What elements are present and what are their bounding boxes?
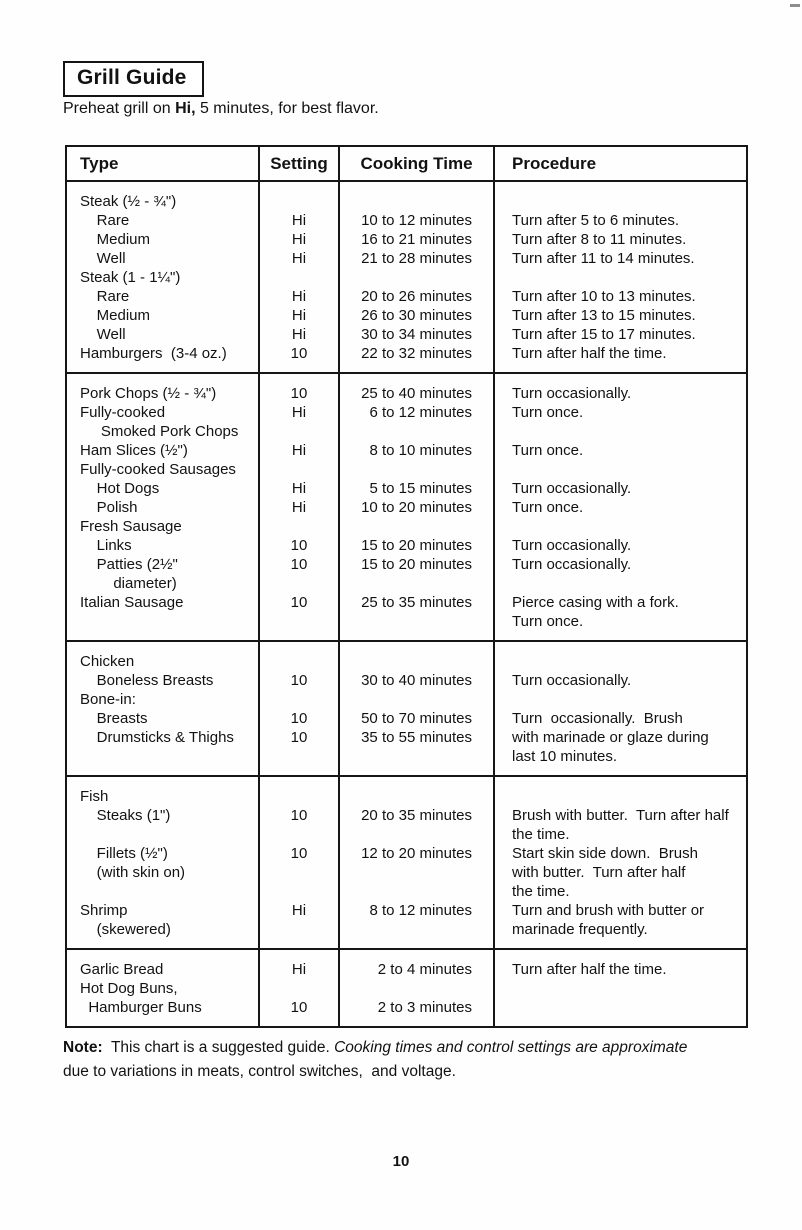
table-row <box>67 709 746 728</box>
cell-time: 12 to 20 minutes <box>361 845 472 862</box>
footnote-text: This chart is a suggested guide. <box>102 1039 335 1056</box>
cell-type: Pork Chops (½ - ¾") <box>80 385 217 402</box>
cell-setting <box>259 652 339 671</box>
table-row <box>67 479 746 498</box>
cell-time: 21 to 28 minutes <box>361 250 472 267</box>
cell-setting: Hi <box>291 307 307 324</box>
table-row <box>67 690 746 709</box>
cell-procedure: Turn once. <box>512 499 584 516</box>
table-row <box>67 441 746 460</box>
cell-procedure: Turn after 11 to 14 minutes. <box>512 250 695 267</box>
cell-time <box>339 920 494 939</box>
table-row <box>67 306 746 325</box>
cell-type: Fully-cooked <box>80 404 166 421</box>
cell-setting <box>259 268 339 287</box>
cell-time: 5 to 15 minutes <box>369 480 472 497</box>
cell-procedure <box>494 517 746 536</box>
cell-time: 25 to 35 minutes <box>361 594 472 611</box>
cell-procedure: Turn once. <box>512 613 584 630</box>
cell-time: 30 to 40 minutes <box>361 672 472 689</box>
table-row <box>67 844 746 863</box>
cell-time: 20 to 35 minutes <box>361 807 472 824</box>
cell-time: 8 to 12 minutes <box>369 902 472 919</box>
cell-time: 26 to 30 minutes <box>361 307 472 324</box>
cell-setting: 10 <box>290 345 308 362</box>
cell-time: 16 to 21 minutes <box>361 231 472 248</box>
cell-type: Hamburgers (3-4 oz.) <box>80 345 227 362</box>
table-row <box>67 882 746 901</box>
table-row <box>67 192 746 211</box>
table-row <box>67 403 746 422</box>
cell-procedure: marinade frequently. <box>512 921 648 938</box>
cell-time: 35 to 55 minutes <box>361 729 472 746</box>
preheat-instruction <box>63 100 379 118</box>
cell-type: Hamburger Buns <box>80 999 202 1016</box>
cell-time: 15 to 20 minutes <box>361 556 472 573</box>
cell-setting: Hi <box>291 499 307 516</box>
cell-time <box>339 882 494 901</box>
table-row <box>67 593 746 612</box>
cell-setting: Hi <box>291 902 307 919</box>
cell-procedure: Brush with butter. Turn after half <box>512 807 729 824</box>
cell-type: Fillets (½") <box>80 845 168 862</box>
table-header-row <box>67 147 746 182</box>
cell-setting <box>259 882 339 901</box>
cell-setting: Hi <box>291 326 307 343</box>
cell-procedure: Turn occasionally. <box>512 385 632 402</box>
cell-time: 10 to 20 minutes <box>361 499 472 516</box>
cell-type: Drumsticks & Thighs <box>80 729 234 746</box>
column-divider <box>338 147 340 1026</box>
cell-time: 8 to 10 minutes <box>369 442 472 459</box>
cell-setting: 10 <box>290 999 308 1016</box>
cell-type: Links <box>80 537 132 554</box>
cell-time: 15 to 20 minutes <box>361 537 472 554</box>
cell-setting: Hi <box>291 442 307 459</box>
cell-setting: Hi <box>291 212 307 229</box>
cell-procedure: last 10 minutes. <box>512 748 618 765</box>
cell-type: Bone-in: <box>80 691 136 708</box>
table-row <box>67 287 746 306</box>
cell-type <box>67 825 259 844</box>
cell-time: 2 to 3 minutes <box>377 999 472 1016</box>
cell-procedure <box>494 422 746 441</box>
cell-type: Smoked Pork Chops <box>80 423 239 440</box>
cell-time <box>339 422 494 441</box>
cell-type: Well <box>80 326 126 343</box>
grill-guide-table <box>65 145 748 1028</box>
cell-type: Steaks (1") <box>80 807 171 824</box>
cell-procedure <box>494 460 746 479</box>
cell-procedure <box>494 574 746 593</box>
cell-type: Boneless Breasts <box>80 672 214 689</box>
table-row <box>67 536 746 555</box>
cell-setting <box>259 422 339 441</box>
table-row <box>67 384 746 403</box>
cell-procedure <box>494 268 746 287</box>
column-divider <box>493 147 495 1026</box>
column-header-cooking-time: Cooking Time <box>360 154 473 173</box>
cell-type <box>67 612 259 631</box>
table-section-0 <box>67 182 746 372</box>
cell-procedure: the time. <box>512 883 570 900</box>
table-row <box>67 422 746 441</box>
cell-type <box>67 747 259 766</box>
table-row <box>67 574 746 593</box>
page-number: 10 <box>392 1153 410 1170</box>
cell-type: Fully-cooked Sausages <box>80 461 236 478</box>
cell-setting: Hi <box>291 480 307 497</box>
cell-type: (with skin on) <box>80 864 186 881</box>
cell-type: Rare <box>80 212 130 229</box>
table-row <box>67 960 746 979</box>
table-row <box>67 806 746 825</box>
cell-time: 2 to 4 minutes <box>377 961 472 978</box>
cell-type: Fish <box>80 788 109 805</box>
column-divider <box>258 147 260 1026</box>
cell-time <box>339 979 494 998</box>
cell-procedure: Turn occasionally. <box>512 556 632 573</box>
table-row <box>67 230 746 249</box>
section-title-box <box>63 61 204 97</box>
table-row <box>67 211 746 230</box>
cell-type: Hot Dog Buns, <box>80 980 178 997</box>
cell-setting: 10 <box>290 807 308 824</box>
cell-setting: 10 <box>290 537 308 554</box>
table-row <box>67 517 746 536</box>
cell-type: Well <box>80 250 126 267</box>
cell-type: Rare <box>80 288 130 305</box>
cell-procedure: Pierce casing with a fork. <box>512 594 679 611</box>
cell-procedure: Turn after 8 to 11 minutes. <box>512 231 687 248</box>
intro-bold-setting: Hi, <box>175 100 196 117</box>
cell-type <box>67 882 259 901</box>
table-row <box>67 325 746 344</box>
cell-time <box>339 517 494 536</box>
cell-procedure: Turn after 10 to 13 minutes. <box>512 288 696 305</box>
cell-type: Fresh Sausage <box>80 518 182 535</box>
cell-setting: Hi <box>291 961 307 978</box>
scan-artifact-mark <box>790 4 800 7</box>
table-row <box>67 460 746 479</box>
table-row <box>67 747 746 766</box>
table-row <box>67 979 746 998</box>
cell-procedure: Turn after half the time. <box>512 345 667 362</box>
table-row <box>67 728 746 747</box>
table-row <box>67 344 746 363</box>
cell-setting: 10 <box>290 729 308 746</box>
footnote <box>63 1036 758 1084</box>
cell-setting: 10 <box>290 672 308 689</box>
cell-setting <box>259 612 339 631</box>
cell-procedure: Start skin side down. Brush <box>512 845 698 862</box>
table-row <box>67 498 746 517</box>
footnote-text-line2: due to variations in meats, control switches, and voltage. <box>63 1063 456 1080</box>
table-row <box>67 652 746 671</box>
cell-type: Hot Dogs <box>80 480 160 497</box>
column-header-setting: Setting <box>270 154 328 173</box>
cell-setting: Hi <box>291 231 307 248</box>
cell-procedure <box>494 787 746 806</box>
table-row <box>67 825 746 844</box>
cell-setting: Hi <box>291 404 307 421</box>
column-header-type: Type <box>80 154 119 173</box>
cell-time: 25 to 40 minutes <box>361 385 472 402</box>
cell-procedure <box>494 690 746 709</box>
table-body <box>67 182 746 1026</box>
cell-procedure: Turn occasionally. <box>512 672 632 689</box>
cell-procedure: Turn after 5 to 6 minutes. <box>512 212 680 229</box>
cell-setting: Hi <box>291 250 307 267</box>
cell-setting <box>259 825 339 844</box>
cell-type: Chicken <box>80 653 135 670</box>
cell-procedure: the time. <box>512 826 570 843</box>
cell-procedure: Turn occasionally. <box>512 480 632 497</box>
cell-type: Shrimp <box>80 902 128 919</box>
cell-time <box>339 787 494 806</box>
cell-setting: Hi <box>291 288 307 305</box>
cell-setting: 10 <box>290 845 308 862</box>
cell-procedure <box>494 652 746 671</box>
table-row <box>67 863 746 882</box>
cell-setting <box>259 747 339 766</box>
cell-setting: 10 <box>290 710 308 727</box>
cell-time <box>339 612 494 631</box>
cell-time <box>339 460 494 479</box>
cell-procedure <box>494 979 746 998</box>
cell-setting <box>259 460 339 479</box>
table-row <box>67 920 746 939</box>
cell-time: 20 to 26 minutes <box>361 288 472 305</box>
cell-type: (skewered) <box>80 921 171 938</box>
cell-type: Steak (½ - ¾") <box>80 193 177 210</box>
cell-time: 22 to 32 minutes <box>361 345 472 362</box>
footnote-label: Note: <box>63 1039 103 1056</box>
table-row <box>67 612 746 631</box>
cell-time: 50 to 70 minutes <box>361 710 472 727</box>
cell-procedure: with butter. Turn after half <box>512 864 686 881</box>
cell-type: Medium <box>80 307 151 324</box>
cell-type: Polish <box>80 499 138 516</box>
cell-type: Italian Sausage <box>80 594 184 611</box>
cell-time <box>339 652 494 671</box>
cell-setting: 10 <box>290 556 308 573</box>
cell-time: 6 to 12 minutes <box>369 404 472 421</box>
cell-type: Ham Slices (½") <box>80 442 188 459</box>
cell-procedure: Turn once. <box>512 404 584 421</box>
cell-procedure: Turn after half the time. <box>512 961 667 978</box>
cell-time <box>339 690 494 709</box>
table-row <box>67 555 746 574</box>
cell-setting <box>259 517 339 536</box>
cell-time <box>339 747 494 766</box>
cell-setting <box>259 192 339 211</box>
cell-type: diameter) <box>80 575 177 592</box>
table-row <box>67 249 746 268</box>
cell-type: Breasts <box>80 710 148 727</box>
table-section-3 <box>67 775 746 948</box>
cell-procedure <box>494 998 746 1017</box>
intro-text-prefix: Preheat grill on <box>63 100 176 117</box>
cell-procedure: Turn and brush with butter or <box>512 902 705 919</box>
cell-time <box>339 863 494 882</box>
cell-time: 10 to 12 minutes <box>361 212 472 229</box>
cell-procedure: Turn occasionally. <box>512 537 632 554</box>
table-section-4 <box>67 948 746 1026</box>
cell-time: 30 to 34 minutes <box>361 326 472 343</box>
cell-type: Garlic Bread <box>80 961 164 978</box>
intro-text-suffix: 5 minutes, for best flavor. <box>195 100 379 117</box>
cell-setting <box>259 920 339 939</box>
cell-time <box>339 574 494 593</box>
table-row <box>67 787 746 806</box>
cell-type: Steak (1 - 1¼") <box>80 269 181 286</box>
cell-setting <box>259 787 339 806</box>
cell-time <box>339 825 494 844</box>
cell-procedure <box>494 192 746 211</box>
table-row <box>67 268 746 287</box>
cell-procedure: Turn after 13 to 15 minutes. <box>512 307 696 324</box>
column-header-procedure: Procedure <box>512 154 597 173</box>
table-row <box>67 671 746 690</box>
cell-time <box>339 268 494 287</box>
footnote-italic-text: Cooking times and control settings are approximate <box>334 1039 688 1056</box>
cell-setting <box>259 690 339 709</box>
table-row <box>67 901 746 920</box>
table-section-2 <box>67 640 746 775</box>
cell-procedure: Turn after 15 to 17 minutes. <box>512 326 696 343</box>
page-title: Grill Guide <box>77 66 187 89</box>
cell-setting: 10 <box>290 385 308 402</box>
cell-setting <box>259 863 339 882</box>
table-row <box>67 998 746 1017</box>
cell-procedure: with marinade or glaze during <box>512 729 709 746</box>
cell-type: Medium <box>80 231 151 248</box>
cell-procedure: Turn once. <box>512 442 584 459</box>
cell-type: Patties (2½" <box>80 556 178 573</box>
cell-time <box>339 192 494 211</box>
cell-setting <box>259 979 339 998</box>
cell-setting: 10 <box>290 594 308 611</box>
cell-setting <box>259 574 339 593</box>
cell-procedure: Turn occasionally. Brush <box>512 710 683 727</box>
table-section-1 <box>67 372 746 640</box>
